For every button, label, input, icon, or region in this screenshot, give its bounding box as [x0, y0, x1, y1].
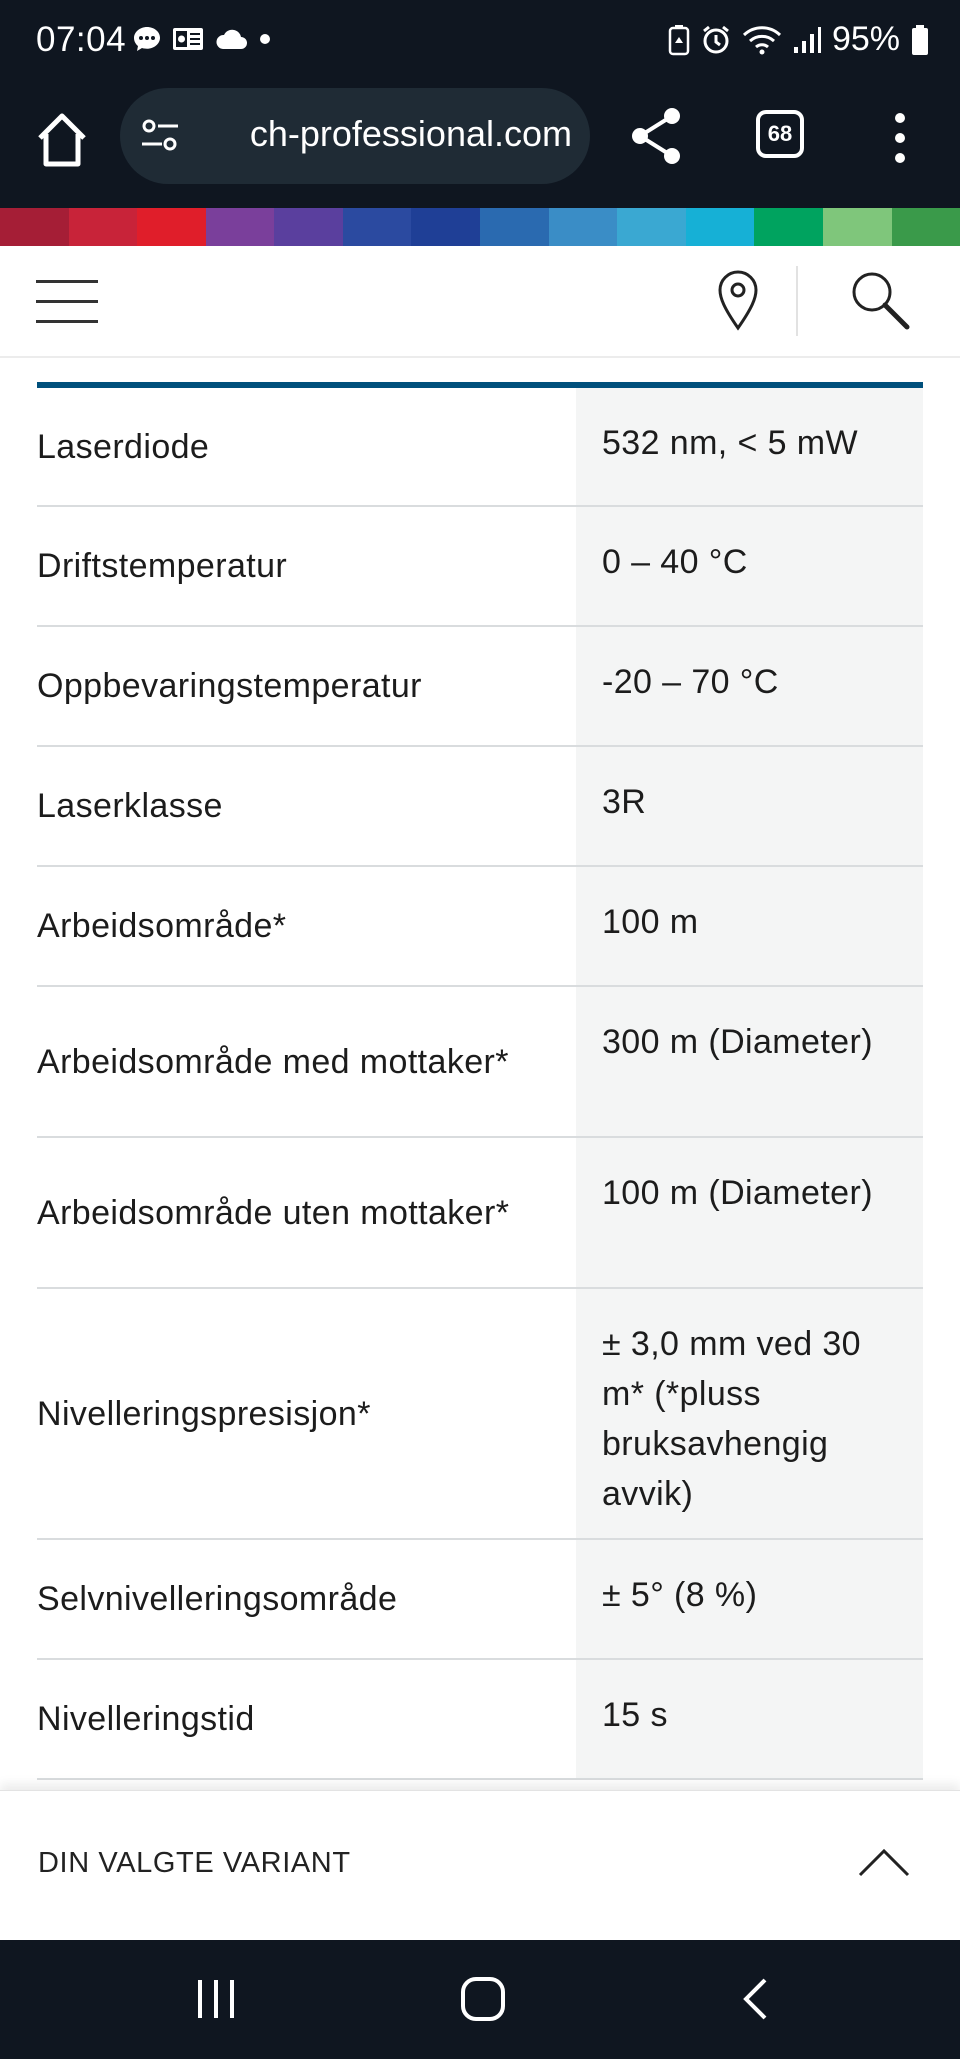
color-segment	[617, 208, 686, 246]
spec-value: 300 m (Diameter)	[576, 987, 923, 1136]
url-text[interactable]: ch-professional.com	[249, 113, 572, 154]
spec-label: Arbeidsområde uten mottaker*	[37, 1193, 510, 1232]
spec-row	[37, 1540, 923, 1660]
search-icon[interactable]	[848, 268, 912, 332]
browser-toolbar	[0, 84, 960, 208]
selected-variant-bar[interactable]	[0, 1790, 960, 1940]
spec-label: Oppbevaringstemperatur	[37, 667, 422, 705]
spec-row	[37, 507, 923, 627]
spec-label: Nivelleringspresisjon*	[37, 1394, 371, 1433]
spec-label: Driftstemperatur	[37, 547, 288, 585]
spec-value: 100 m	[576, 867, 923, 985]
spec-row	[37, 987, 923, 1138]
signal-icon	[792, 25, 822, 55]
spec-row	[37, 747, 923, 867]
color-segment	[549, 208, 618, 246]
color-segment	[0, 208, 69, 246]
battery-icon	[910, 24, 930, 56]
battery-level: 95%	[831, 20, 900, 58]
spec-value: 100 m (Diameter)	[576, 1138, 923, 1287]
spec-label: Selvnivelleringsområde	[37, 1580, 398, 1618]
color-segment	[411, 208, 480, 246]
site-header	[0, 246, 960, 358]
spec-label: Nivelleringstid	[37, 1700, 255, 1738]
spec-value: 15 s	[576, 1660, 923, 1778]
hamburger-menu-icon[interactable]	[36, 278, 98, 326]
spec-label: Arbeidsområde*	[37, 907, 287, 945]
home-icon[interactable]	[34, 108, 90, 172]
outlook-icon	[172, 25, 204, 53]
share-icon[interactable]	[628, 104, 684, 168]
spec-label: Arbeidsområde med mottaker*	[37, 1042, 509, 1081]
spec-value: ± 5° (8 %)	[576, 1540, 923, 1658]
location-pin-icon[interactable]	[716, 268, 760, 332]
status-right	[668, 20, 930, 59]
cloud-icon	[214, 27, 248, 51]
spec-table	[37, 382, 923, 1780]
color-segment	[137, 208, 206, 246]
recent-apps-icon[interactable]	[194, 1978, 238, 2020]
spec-value: 3R	[576, 747, 923, 865]
chat-icon	[132, 24, 162, 54]
spec-label: Laserklasse	[37, 787, 223, 825]
spec-row	[37, 1138, 923, 1289]
color-segment	[274, 208, 343, 246]
recycle-icon	[668, 24, 690, 56]
site-settings-icon[interactable]	[140, 116, 180, 156]
spec-row	[37, 388, 923, 507]
color-segment	[754, 208, 823, 246]
spec-label: Laserdiode	[37, 427, 210, 466]
spec-row	[37, 1660, 923, 1780]
dot-icon	[258, 32, 272, 46]
system-nav-bar	[0, 1940, 960, 2059]
color-segment	[686, 208, 755, 246]
spec-value: 532 nm, < 5 mW	[576, 388, 923, 505]
color-segment	[480, 208, 549, 246]
status-bar	[0, 0, 960, 84]
spec-value: 0 – 40 °C	[576, 507, 923, 625]
color-segment	[823, 208, 892, 246]
spec-row	[37, 1289, 923, 1540]
brand-color-strip	[0, 208, 960, 246]
tab-switcher-button[interactable]: 68	[756, 110, 804, 158]
spec-row	[37, 627, 923, 747]
notification-icons	[132, 24, 272, 54]
chevron-up-icon[interactable]	[856, 1843, 912, 1883]
alarm-icon	[700, 24, 732, 56]
color-segment	[892, 208, 960, 246]
more-vert-icon[interactable]	[880, 108, 920, 168]
header-divider	[796, 266, 798, 336]
address-bar[interactable]	[120, 88, 590, 184]
nav-home-icon[interactable]	[460, 1976, 506, 2022]
variant-label: DIN VALGTE VARIANT	[38, 1847, 351, 1879]
nav-back-icon[interactable]	[740, 1976, 770, 2022]
spec-value: ± 3,0 mm ved 30 m* (*pluss bruksavhengig avvik)	[576, 1289, 923, 1538]
color-segment	[343, 208, 412, 246]
wifi-icon	[742, 24, 782, 56]
status-time: 07:04	[36, 20, 127, 59]
color-segment	[206, 208, 275, 246]
spec-value: -20 – 70 °C	[576, 627, 923, 745]
color-segment	[69, 208, 138, 246]
spec-row	[37, 867, 923, 987]
